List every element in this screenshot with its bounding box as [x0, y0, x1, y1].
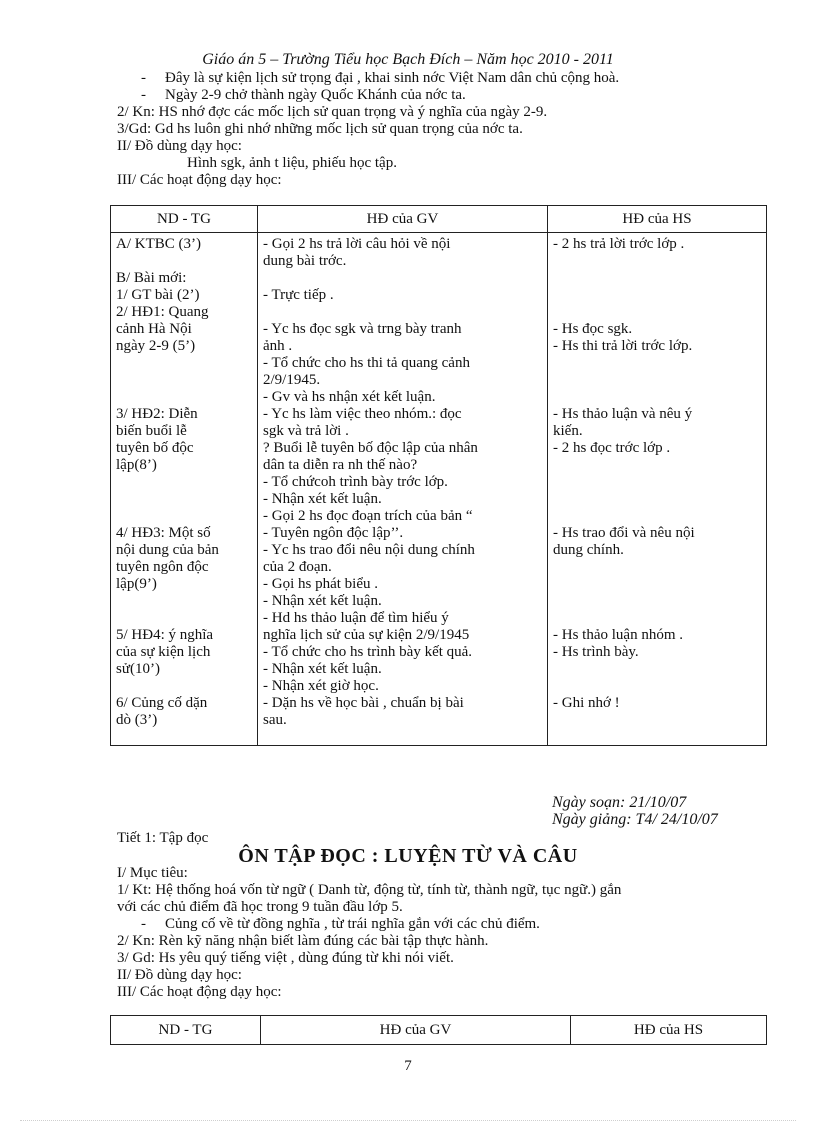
cell-line [553, 576, 761, 593]
student-activity-column [548, 233, 767, 746]
cell-line: sử(10’) [116, 661, 160, 677]
cell-line [553, 372, 761, 389]
header-nd-tg: ND - TG [111, 1016, 261, 1045]
cell-line: nội dung của bản [116, 542, 219, 558]
cell-line: sau. [263, 712, 287, 728]
cell-line [116, 355, 252, 372]
cell-line [553, 474, 761, 491]
lesson-plan-table-2 [110, 1015, 767, 1045]
table-header-row [111, 206, 767, 233]
cell-line [553, 457, 761, 474]
activities-heading: III/ Các hoạt động dạy học: [117, 172, 282, 188]
cell-line: - Yc hs trao đổi nêu nội dung chính [263, 542, 475, 558]
cell-line [263, 304, 542, 321]
cell-line [553, 661, 761, 678]
table-header-row [111, 1016, 767, 1045]
objective-line: - Ngày 2-9 chở thành ngày Quốc Khánh của nớc ta. [141, 87, 466, 103]
cell-line [553, 270, 761, 287]
cell-line: dò (3’) [116, 712, 158, 728]
header-nd-tg: ND - TG [111, 206, 258, 233]
cell-line [553, 355, 761, 372]
cell-line: - Gv và hs nhận xét kết luận. [263, 389, 436, 405]
cell-line: - Ghi nhớ ! [553, 695, 620, 711]
cell-line: ngày 2-9 (5’) [116, 338, 196, 354]
cell-line: sgk và trả lời . [263, 423, 349, 439]
cell-line: dung bài trớc. [263, 253, 347, 269]
materials-line: Hình sgk, ảnh t liệu, phiếu học tập. [187, 155, 397, 171]
cell-line [116, 610, 252, 627]
materials-heading: II/ Đồ dùng dạy học: [117, 138, 242, 154]
cell-line: lập(9’) [116, 576, 157, 592]
cell-line [553, 491, 761, 508]
cell-line: - Gọi 2 hs đọc đoạn trích của bản “ [263, 508, 473, 524]
activities-heading: III/ Các hoạt động dạy học: [117, 984, 282, 1000]
cell-line: - Gọi 2 hs trả lời câu hỏi về nội [263, 236, 451, 252]
education-line: 3/ Gd: Hs yêu quý tiếng việt , dùng đúng từ khi nói viết. [117, 950, 454, 966]
cell-line: của sự kiện lịch [116, 644, 211, 660]
cell-line: ảnh . [263, 338, 293, 354]
content-time-column [111, 233, 258, 746]
cell-line: - Tổ chứcoh trình bày trớc lớp. [263, 474, 448, 490]
cell-line: B/ Bài mới: [116, 270, 187, 286]
cell-line: - Nhận xét kết luận. [263, 661, 382, 677]
objective-line: - Đây là sự kiện lịch sử trọng đại , khai sinh nớc Việt Nam dân chủ cộng hoà. [141, 70, 620, 86]
cell-line: tuyên bố độc [116, 440, 194, 456]
cell-line: 2/9/1945. [263, 372, 321, 388]
page-header: Giáo án 5 – Trường Tiểu học Bạch Đích – Năm học 2010 - 2011 [202, 51, 614, 68]
cell-line: - Nhận xét giờ học. [263, 678, 379, 694]
cell-line: kiến. [553, 423, 583, 439]
education-line: 3/Gd: Gd hs luôn ghi nhớ những mốc lịch sử quan trọng của nớc ta. [117, 121, 523, 137]
cell-line: - Tổ chức cho hs thi tả quang cảnh [263, 355, 470, 371]
cell-line [553, 610, 761, 627]
header-hd-hs: HĐ của HS [571, 1016, 767, 1045]
cell-line [553, 559, 761, 576]
cell-line: 4/ HĐ3: Một số [116, 525, 211, 541]
cell-line: - Hs trình bày. [553, 644, 639, 660]
cell-line: 3/ HĐ2: Diễn [116, 406, 198, 422]
cell-line: - Hs thảo luận và nêu ý [553, 406, 693, 422]
cell-line: 6/ Củng cố dặn [116, 695, 208, 711]
cell-line: tuyên ngôn độc [116, 559, 209, 575]
lesson-period: Tiết 1: Tập đọc [117, 830, 209, 846]
page-edge-divider [20, 1120, 796, 1121]
cell-line: A/ KTBC (3’) [116, 236, 201, 252]
teacher-activity-column [258, 233, 548, 746]
cell-line: - Yc hs đọc sgk và trng bày tranh [263, 321, 462, 337]
objectives-block [117, 865, 767, 1001]
cell-line: nghĩa lịch sử của sự kiện 2/9/1945 [263, 627, 470, 643]
cell-line [116, 253, 252, 270]
objectives-continued [117, 70, 777, 189]
cell-line: - Yc hs làm việc theo nhóm.: đọc [263, 406, 462, 422]
lesson-title: ÔN TẬP ĐỌC : LUYỆN TỪ VÀ CÂU [238, 845, 578, 867]
cell-line: - Hs trao đổi và nêu nội [553, 525, 695, 541]
cell-line: của 2 đoạn. [263, 559, 332, 575]
cell-line: - Nhận xét kết luận. [263, 593, 382, 609]
cell-line: 5/ HĐ4: ý nghĩa [116, 627, 214, 643]
cell-line: ? Buổi lễ tuyên bố độc lập của nhân [263, 440, 478, 456]
table-row [111, 233, 767, 746]
cell-line: - Hs đọc sgk. [553, 321, 633, 337]
page-number: 7 [404, 1058, 412, 1074]
cell-line [116, 593, 252, 610]
cell-line: biến buổi lễ [116, 423, 187, 439]
cell-line [553, 593, 761, 610]
cell-line [553, 287, 761, 304]
cell-line [116, 474, 252, 491]
lesson-plan-table [110, 205, 767, 746]
cell-line [116, 678, 252, 695]
knowledge-line-cont: với các chủ điểm đã học trong 9 tuần đầu lớp 5. [117, 899, 403, 915]
cell-line [116, 372, 252, 389]
teach-date: Ngày giảng: T4/ 24/10/07 [552, 811, 718, 828]
knowledge-line: 1/ Kt: Hệ thống hoá vốn từ ngữ ( Danh từ, động từ, tính từ, thành ngữ, tục ngữ.) gắn [117, 882, 622, 898]
cell-line [553, 678, 761, 695]
header-hd-hs: HĐ của HS [548, 206, 767, 233]
cell-line [263, 270, 542, 287]
cell-line: - Tuyên ngôn độc lập’’. [263, 525, 404, 541]
skill-line: 2/ Kn: Rèn kỹ năng nhận biết làm đúng các bài tập thực hành. [117, 933, 489, 949]
cell-line: - Hs thi trả lời trớc lớp. [553, 338, 693, 354]
materials-heading: II/ Đồ dùng dạy học: [117, 967, 242, 983]
cell-line [553, 508, 761, 525]
knowledge-subline: - Củng cố về từ đồng nghĩa , từ trái nghĩa gắn với các chủ điểm. [141, 916, 540, 932]
cell-line: 1/ GT bài (2’) [116, 287, 200, 303]
cell-line [116, 491, 252, 508]
cell-line [553, 389, 761, 406]
cell-line: - Tổ chức cho hs trình bày kết quả. [263, 644, 473, 660]
cell-line: - Trực tiếp . [263, 287, 334, 303]
cell-line: - 2 hs đọc trớc lớp . [553, 440, 671, 456]
skill-line: 2/ Kn: HS nhớ đợc các mốc lịch sử quan trọng và ý nghĩa của ngày 2-9. [117, 104, 548, 120]
cell-line: - Dặn hs về học bài , chuẩn bị bài [263, 695, 464, 711]
cell-line: cảnh Hà Nội [116, 321, 192, 337]
prep-date: Ngày soạn: 21/10/07 [552, 794, 687, 811]
cell-line [553, 253, 761, 270]
header-hd-gv: HĐ của GV [258, 206, 548, 233]
cell-line [116, 389, 252, 406]
cell-line [553, 304, 761, 321]
cell-line: lập(8’) [116, 457, 157, 473]
objectives-heading: I/ Mục tiêu: [117, 865, 188, 881]
dates-block [552, 794, 718, 828]
cell-line: - Hd hs thảo luận để tìm hiểu ý [263, 610, 449, 626]
cell-line: - Gọi hs phát biểu . [263, 576, 378, 592]
cell-line: - Hs thảo luận nhóm . [553, 627, 683, 643]
cell-line: - 2 hs trả lời trớc lớp . [553, 236, 685, 252]
cell-line [116, 508, 252, 525]
cell-line: 2/ HĐ1: Quang [116, 304, 209, 320]
header-hd-gv: HĐ của GV [261, 1016, 571, 1045]
cell-line: dân ta diễn ra nh thế nào? [263, 457, 418, 473]
cell-line: - Nhận xét kết luận. [263, 491, 382, 507]
cell-line: dung chính. [553, 542, 624, 558]
